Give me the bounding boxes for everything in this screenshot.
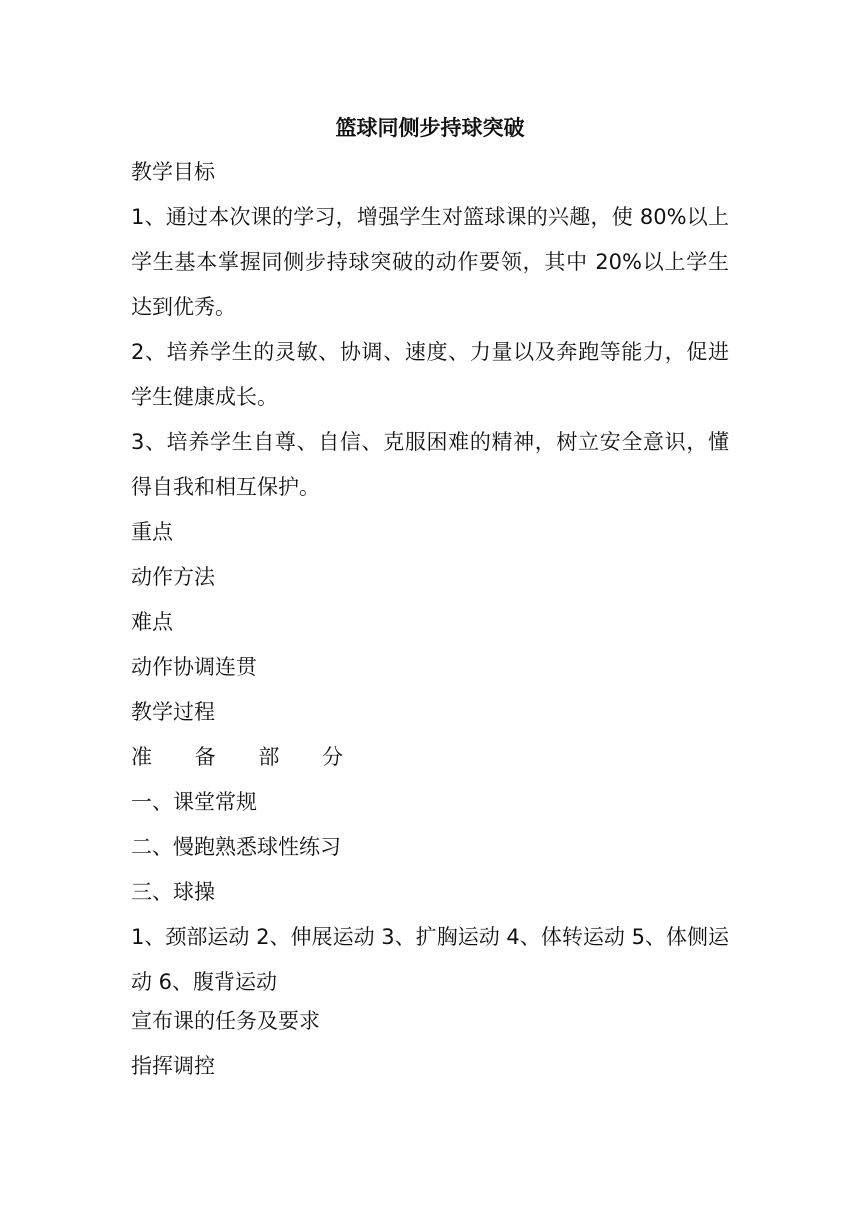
step-3: 三、球操	[131, 880, 215, 904]
exercises: 1、颈部运动 2、伸展运动 3、扩胸运动 4、体转运动 5、体侧运动 6、腹背运动	[131, 925, 729, 994]
prep-part-heading: 准 备 部 分	[131, 745, 362, 769]
process-heading: 教学过程	[131, 700, 215, 724]
key-point: 动作方法	[131, 565, 215, 589]
command: 指挥调控	[131, 1054, 215, 1078]
key-point-heading: 重点	[131, 520, 173, 544]
goal-1: 1、通过本次课的学习，增强学生对篮球课的兴趣，使 80%以上学生基本掌握同侧步持球突破的动作要领，其中 20%以上学生达到优秀。	[131, 205, 729, 319]
announce: 宣布课的任务及要求	[131, 1009, 320, 1033]
document-body	[131, 156, 729, 1095]
goal-3: 3、培养学生自尊、自信、克服困难的精神，树立安全意识，懂得自我和相互保护。	[131, 430, 729, 499]
goals-heading: 教学目标	[131, 160, 215, 184]
difficulty-heading: 难点	[131, 610, 173, 634]
goal-2: 2、培养学生的灵敏、协调、速度、力量以及奔跑等能力，促进学生健康成长。	[131, 340, 729, 409]
difficulty: 动作协调连贯	[131, 655, 257, 679]
document-title: 篮球同侧步持球突破	[335, 116, 525, 140]
step-1: 一、课堂常规	[131, 790, 257, 814]
step-2: 二、慢跑熟悉球性练习	[131, 835, 341, 859]
